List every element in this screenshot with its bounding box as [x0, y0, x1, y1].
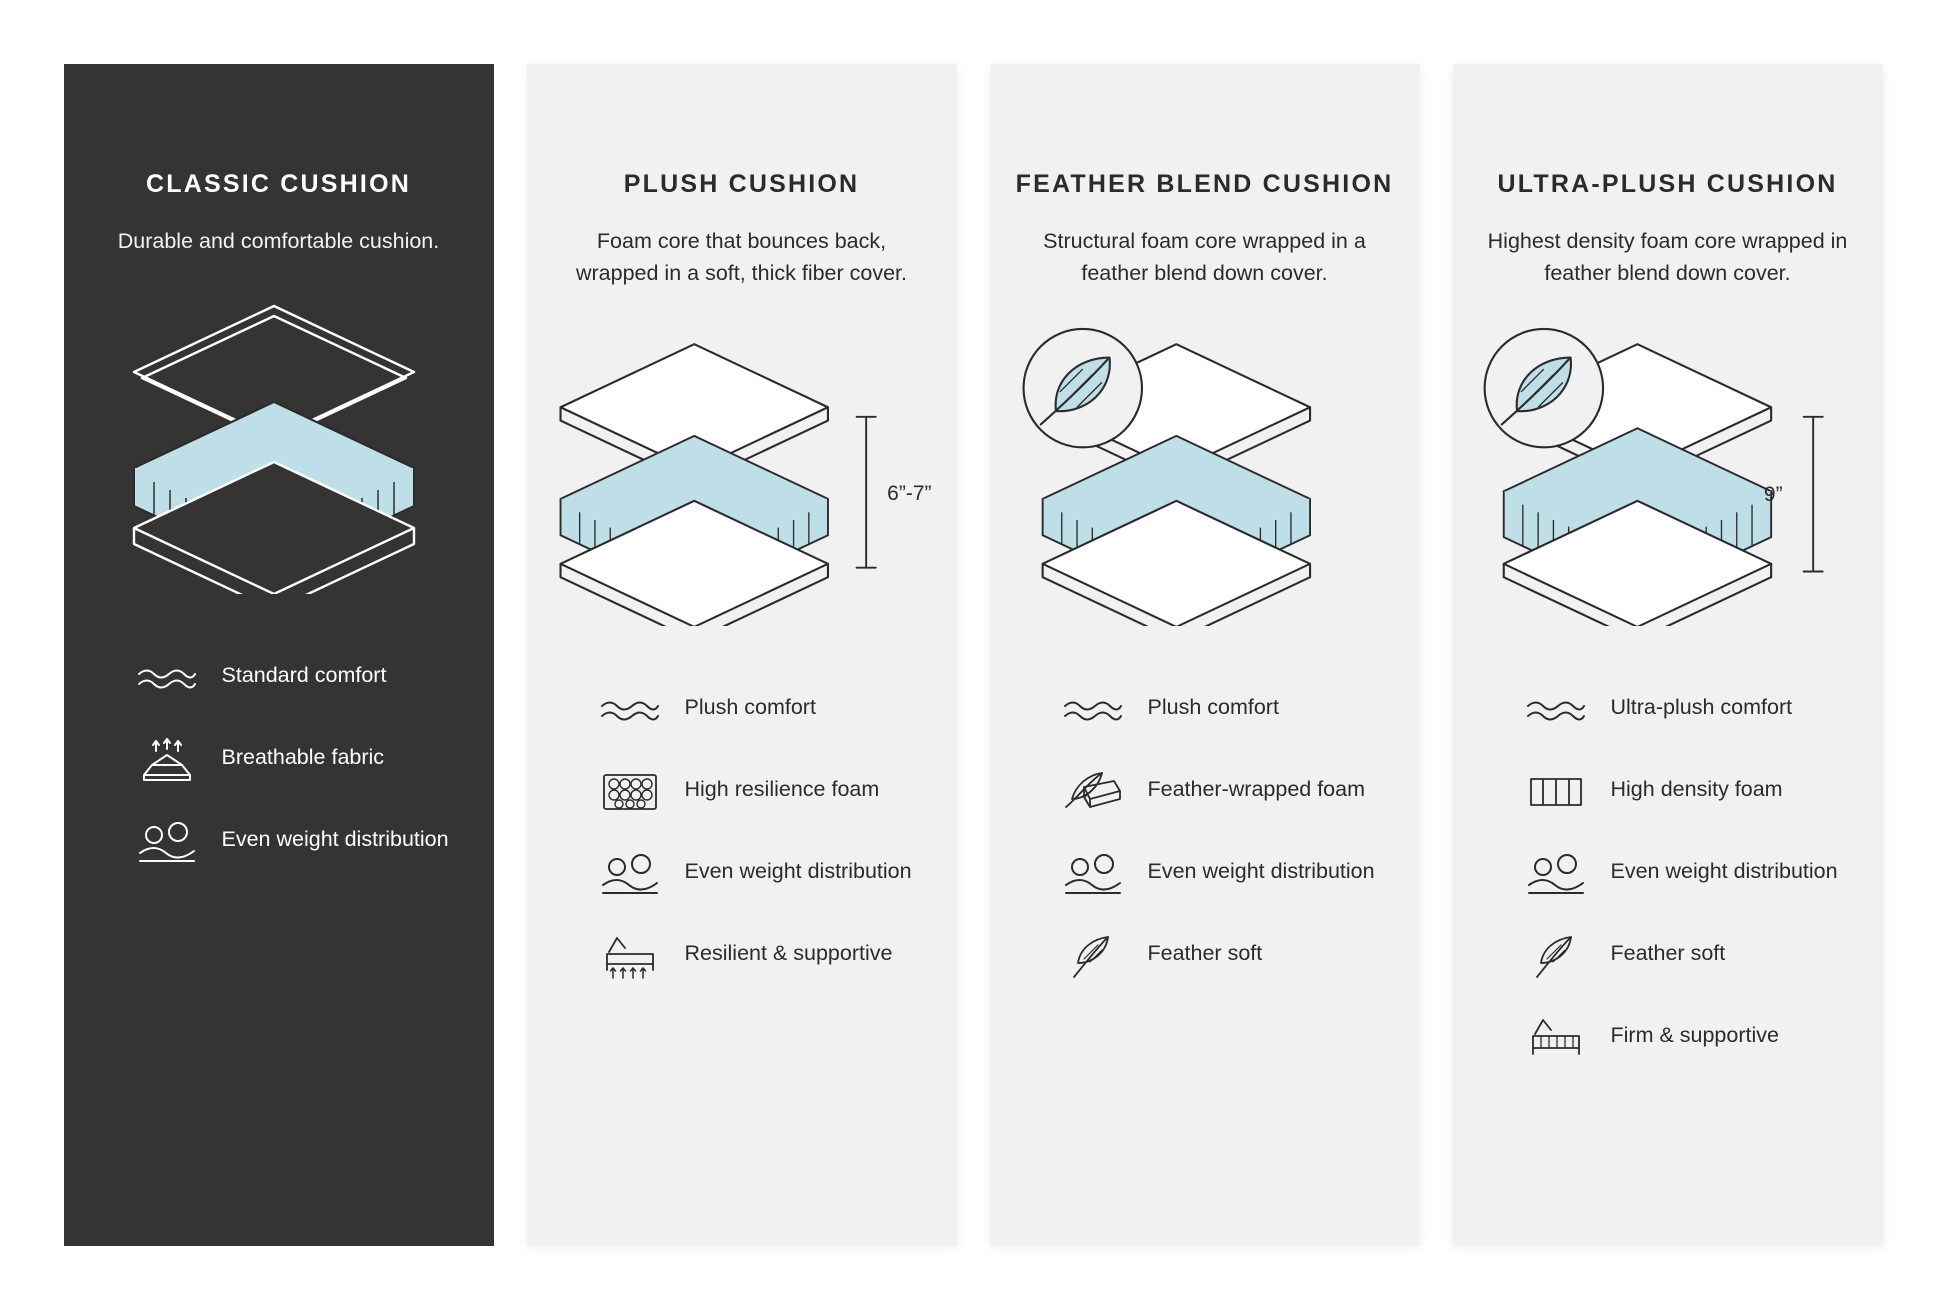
feature-item	[134, 734, 470, 786]
feature-list	[88, 652, 470, 868]
feature-list	[1014, 684, 1396, 982]
feature-label: Standard comfort	[221, 662, 387, 687]
exploded-cushion-illustration	[114, 294, 444, 594]
exploded-cushion-illustration	[1014, 326, 1396, 626]
cushion-diagram-ultra-plush	[1477, 316, 1859, 636]
feature-item	[1060, 684, 1396, 736]
feature-label: Even weight distribution	[684, 858, 912, 883]
feather-icon	[1060, 930, 1126, 982]
card-description: Structural foam core wrapped in a feather blend down cover.	[1043, 229, 1366, 285]
cushion-diagram-feather-blend	[1014, 316, 1396, 636]
card-classic-cushion	[64, 64, 494, 1246]
feature-item	[1523, 930, 1859, 982]
feature-list	[1477, 684, 1859, 1064]
feature-item	[134, 652, 470, 704]
feature-item	[1060, 766, 1396, 818]
feature-label: Ultra-plush comfort	[1610, 694, 1793, 719]
wave-comfort-icon	[134, 652, 200, 704]
leaf-badge-icon	[1023, 329, 1141, 447]
card-title: PLUSH CUSHION	[623, 170, 860, 198]
leaf-badge-icon	[1484, 329, 1602, 447]
feature-item	[1523, 1012, 1859, 1064]
feature-label: High resilience foam	[684, 776, 880, 801]
feature-item	[1060, 848, 1396, 900]
feature-label: Resilient & supportive	[684, 940, 893, 965]
feature-label: Plush comfort	[684, 694, 816, 719]
even-weight-distribution-icon	[134, 816, 200, 868]
even-weight-distribution-icon	[1523, 848, 1589, 900]
measurement-label: 9”	[1763, 482, 1783, 506]
high-density-foam-icon	[1523, 766, 1589, 818]
feature-label: High density foam	[1610, 776, 1783, 801]
chaise-support-icon	[1523, 1012, 1589, 1064]
feature-label: Even weight distribution	[221, 826, 449, 851]
feature-item	[134, 816, 470, 868]
card-description: Highest density foam core wrapped in feather blend down cover.	[1487, 229, 1848, 285]
card-description: Durable and comfortable cushion.	[117, 229, 440, 253]
even-weight-distribution-icon	[597, 848, 663, 900]
card-plush-cushion	[527, 64, 957, 1246]
card-description: Foam core that bounces back, wrapped in a soft, thick fiber cover.	[575, 229, 908, 285]
feature-label: Firm & supportive	[1610, 1022, 1779, 1047]
feature-label: Feather soft	[1610, 940, 1726, 965]
chaise-support-icon	[597, 930, 663, 982]
feature-item	[1060, 930, 1396, 982]
card-title: CLASSIC CUSHION	[146, 170, 411, 198]
feature-item	[597, 684, 933, 736]
feature-label: Feather soft	[1147, 940, 1263, 965]
wave-comfort-icon	[1523, 684, 1589, 736]
wave-comfort-icon	[1060, 684, 1126, 736]
card-ultra-plush-cushion	[1453, 64, 1883, 1246]
card-title: FEATHER BLEND CUSHION	[1015, 170, 1394, 198]
feature-label: Breathable fabric	[221, 744, 385, 769]
feather-wrapped-foam-icon	[1060, 766, 1126, 818]
card-feather-blend-cushion	[990, 64, 1420, 1246]
feature-item	[597, 848, 933, 900]
exploded-cushion-illustration	[1477, 326, 1859, 626]
exploded-cushion-illustration	[551, 326, 933, 626]
even-weight-distribution-icon	[1060, 848, 1126, 900]
feature-label: Feather-wrapped foam	[1147, 776, 1365, 801]
cushion-diagram-plush	[551, 316, 933, 636]
feature-label: Even weight distribution	[1147, 858, 1375, 883]
cushion-diagram-classic	[88, 284, 470, 604]
feature-item	[1523, 766, 1859, 818]
honeycomb-foam-icon	[597, 766, 663, 818]
feature-item	[1523, 848, 1859, 900]
measurement-label: 6”-7”	[886, 481, 932, 505]
feature-list	[551, 684, 933, 982]
feature-item	[1523, 684, 1859, 736]
card-title: ULTRA-PLUSH CUSHION	[1497, 170, 1838, 198]
breathable-fabric-icon	[134, 734, 200, 786]
feature-item	[597, 766, 933, 818]
feature-item	[597, 930, 933, 982]
feature-label: Plush comfort	[1147, 694, 1279, 719]
feather-icon	[1523, 930, 1589, 982]
wave-comfort-icon	[597, 684, 663, 736]
feature-label: Even weight distribution	[1610, 858, 1838, 883]
